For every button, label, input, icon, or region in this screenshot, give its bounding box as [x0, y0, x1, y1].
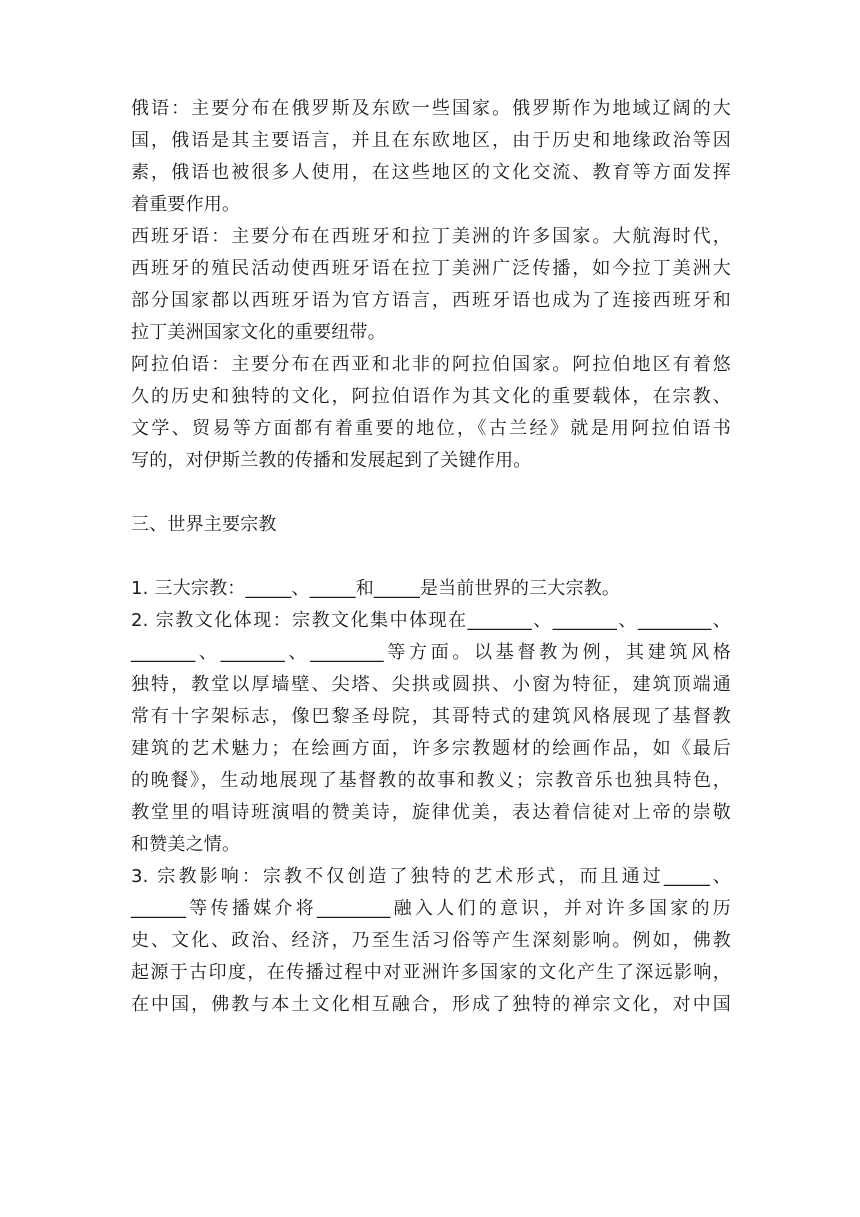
text-line: 国，俄语是其主要语言，并且在东欧地区，由于历史和地缘政治等因: [131, 130, 731, 151]
list-item-religious-culture: [131, 605, 731, 861]
text-line: 常有十字架标志，像巴黎圣母院，其哥特式的建筑风格展现了基督教: [131, 706, 731, 727]
section-heading: 三、世界主要宗教: [131, 514, 277, 535]
list-item-three-religions: [131, 573, 731, 605]
text-line: 阿拉伯语：主要分布在西亚和北非的阿拉伯国家。阿拉伯地区有着悠: [131, 354, 731, 375]
text-line: 写的，对伊斯兰教的传播和发展起到了关键作用。: [131, 450, 532, 471]
text-line: 西班牙语：主要分布在西班牙和拉丁美洲的许多国家。大航海时代，: [131, 226, 731, 247]
text-line: 着重要作用。: [131, 194, 241, 215]
text-line: 1. 三大宗教：_____、_____和_____是当前世界的三大宗教。: [131, 578, 621, 599]
text-line: 3. 宗教影响：宗教不仅创造了独特的艺术形式，而且通过_____、: [131, 866, 731, 887]
text-line: 素，俄语也被很多人使用，在这些地区的文化交流、教育等方面发挥: [131, 162, 731, 183]
text-line: 史、文化、政治、经济，乃至生活习俗等产生深刻影响。例如，佛教: [131, 930, 731, 951]
paragraph-arabic: [131, 349, 731, 477]
text-line: 起源于古印度，在传播过程中对亚洲许多国家的文化产生了深远影响，: [131, 962, 731, 983]
text-line: 2. 宗教文化体现：宗教文化集中体现在_______、_______、________、: [131, 610, 731, 631]
text-line: 拉丁美洲国家文化的重要纽带。: [131, 322, 386, 343]
text-line: 的晚餐》，生动地展现了基督教的故事和教义；宗教音乐也独具特色，: [131, 770, 731, 791]
text-line: 文学、贸易等方面都有着重要的地位，《古兰经》就是用阿拉伯语书: [131, 418, 731, 439]
blank-line: [131, 541, 731, 573]
document-page: [131, 93, 731, 1021]
text-line: 和赞美之情。: [131, 834, 241, 855]
blank-line: [131, 477, 731, 509]
text-line: _______、_______、________等方面。以基督教为例，其建筑风格: [131, 642, 731, 663]
text-line: 教堂里的唱诗班演唱的赞美诗，旋律优美，表达着信徒对上帝的崇敬: [131, 802, 731, 823]
list-item-religious-influence: [131, 861, 731, 1021]
paragraph-russian: [131, 93, 731, 221]
paragraph-spanish: [131, 221, 731, 349]
text-line: 部分国家都以西班牙语为官方语言，西班牙语也成为了连接西班牙和: [131, 290, 731, 311]
text-line: 久的历史和独特的文化，阿拉伯语作为其文化的重要载体，在宗教、: [131, 386, 731, 407]
text-line: 独特，教堂以厚墙壁、尖塔、尖拱或圆拱、小窗为特征，建筑顶端通: [131, 674, 731, 695]
text-line: 建筑的艺术魅力；在绘画方面，许多宗教题材的绘画作品，如《最后: [131, 738, 731, 759]
text-line: ______等传播媒介将________融入人们的意识，并对许多国家的历: [131, 898, 731, 919]
text-line: 俄语：主要分布在俄罗斯及东欧一些国家。俄罗斯作为地域辽阔的大: [131, 98, 731, 119]
text-line: 在中国，佛教与本土文化相互融合，形成了独特的禅宗文化，对中国: [131, 994, 731, 1015]
text-line: 西班牙的殖民活动使西班牙语在拉丁美洲广泛传播，如今拉丁美洲大: [131, 258, 731, 279]
